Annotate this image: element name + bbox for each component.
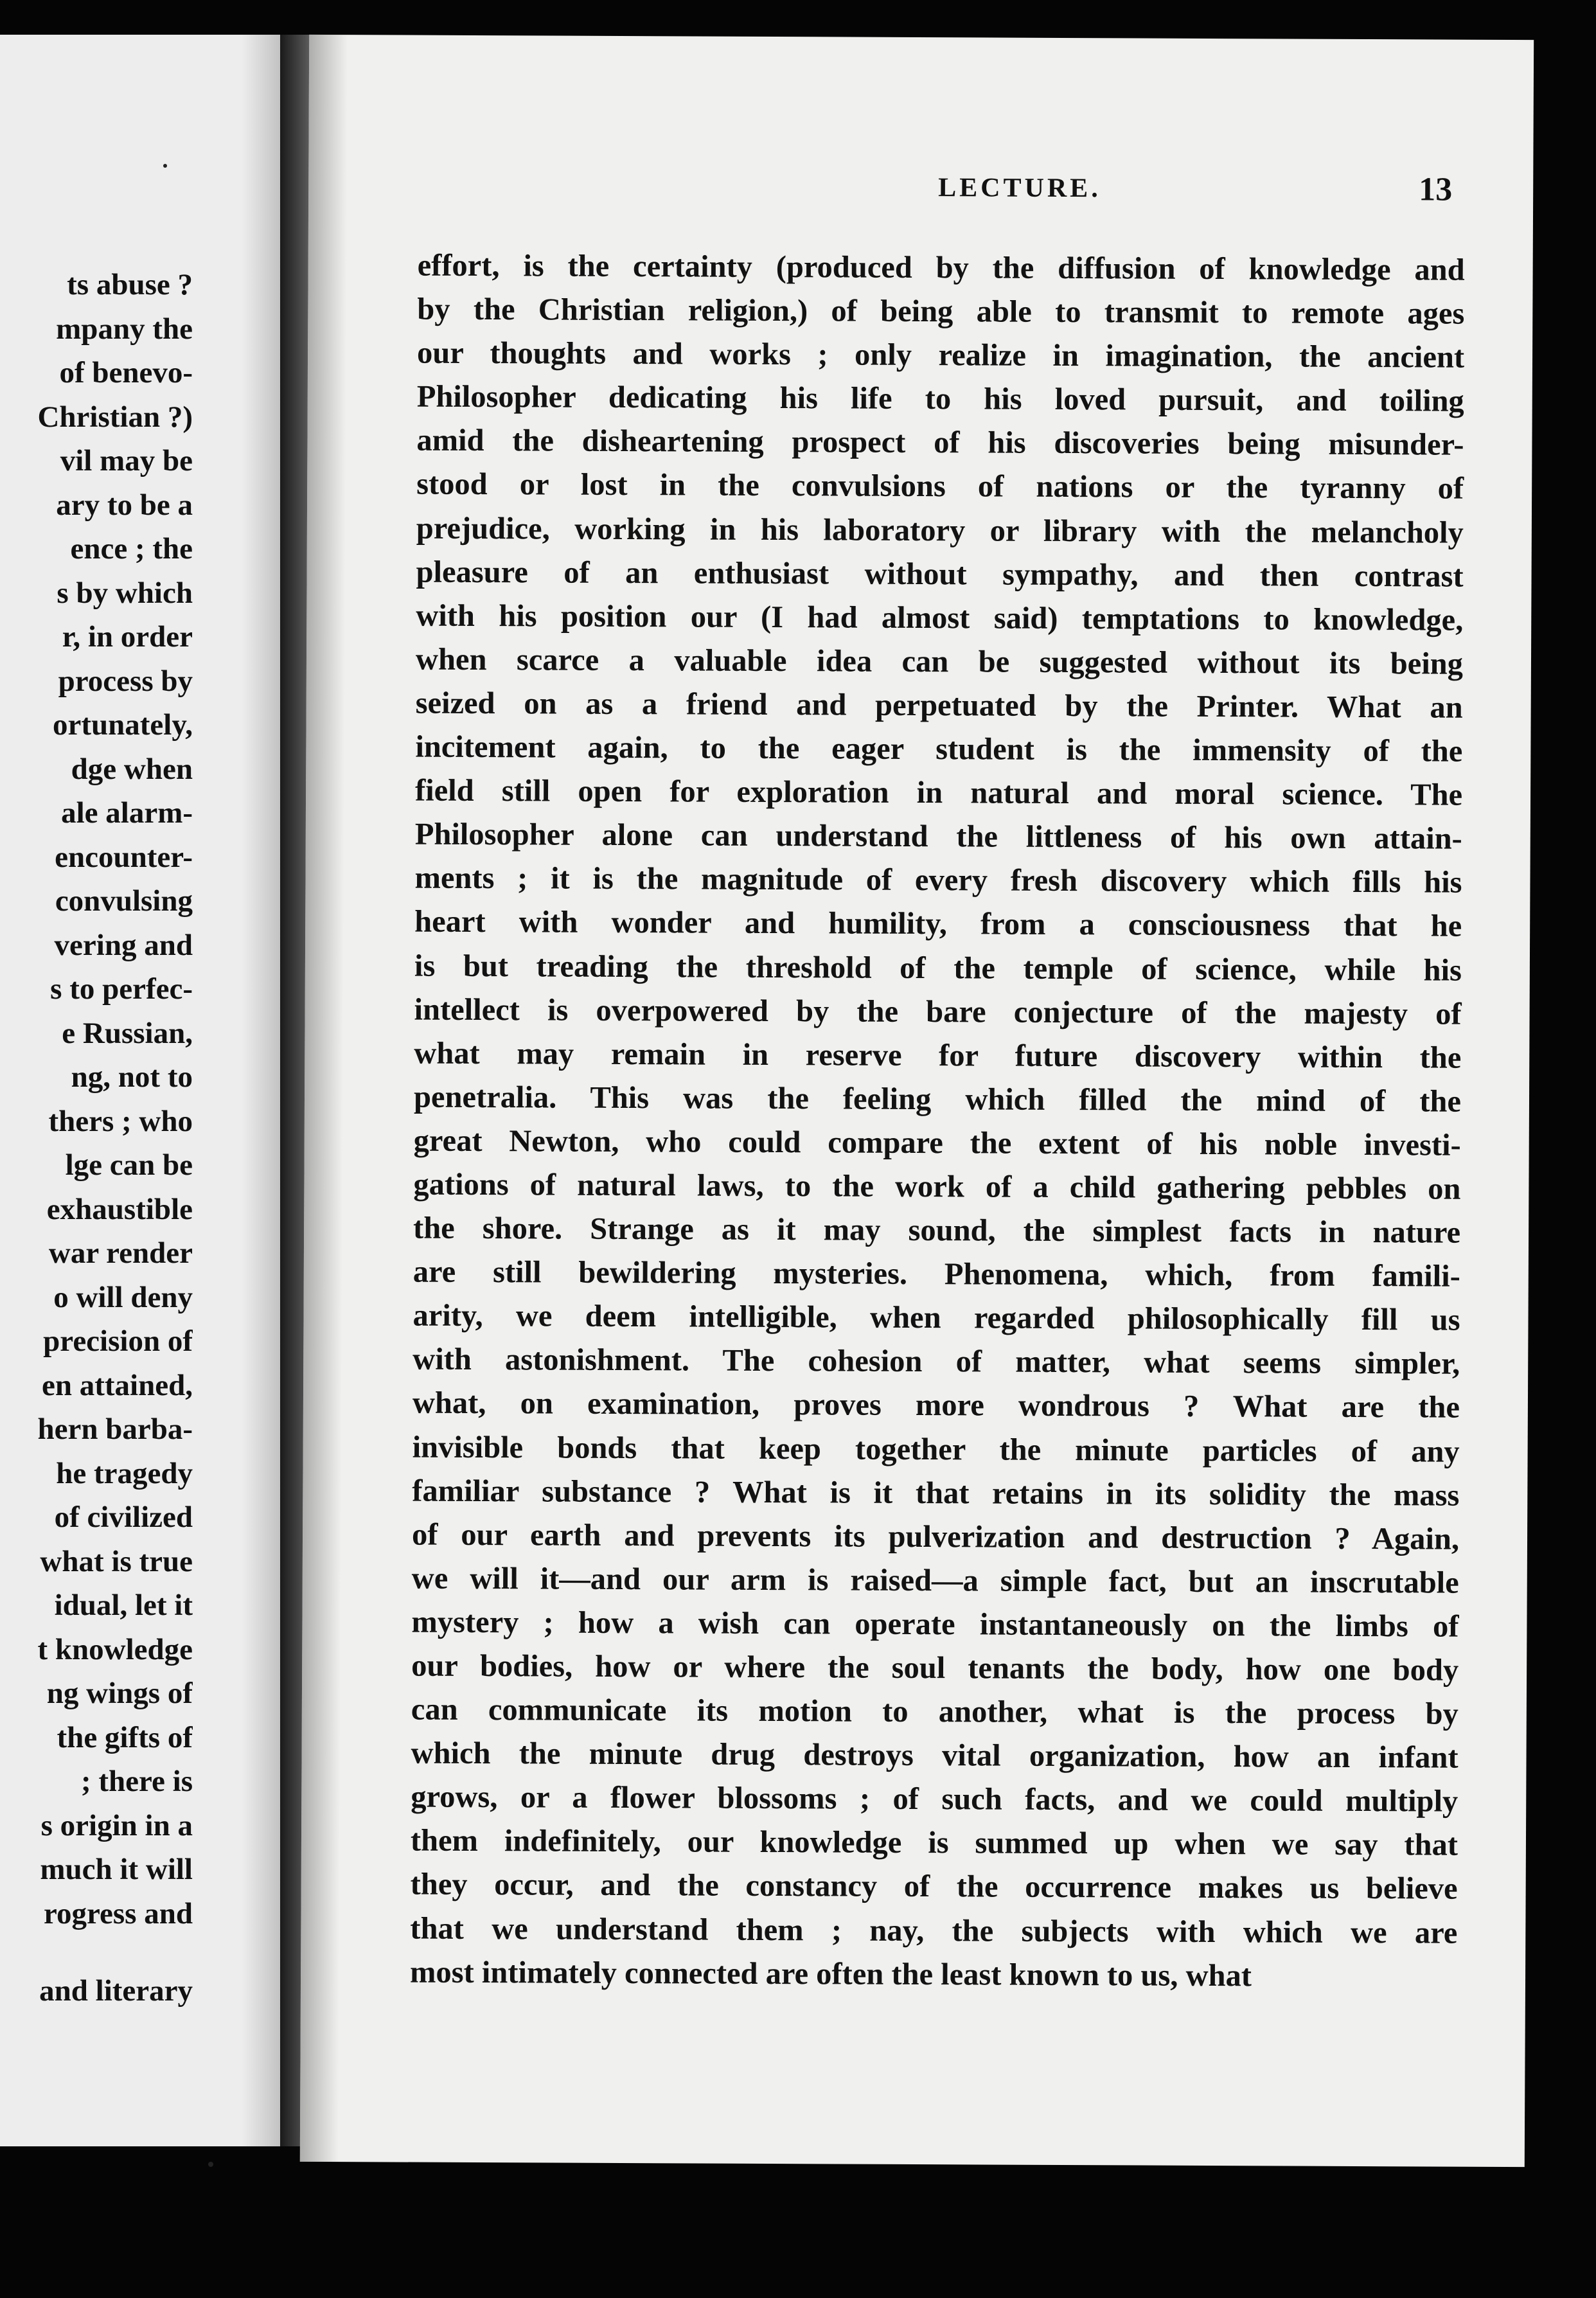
text-line-content: prejudice, working in his laboratory or library with the melancholy	[416, 511, 1464, 550]
text-line	[410, 1950, 1457, 1999]
text-line	[414, 900, 1462, 949]
left-page-line: ary to be a	[56, 488, 193, 522]
text-line	[413, 1251, 1460, 1299]
right-page	[300, 35, 1534, 2167]
text-line	[411, 1819, 1458, 1867]
left-page-line: s origin in a	[40, 1808, 193, 1842]
left-page-line: of civilized	[54, 1501, 193, 1534]
text-line-content: them indefinitely, our knowledge is summed up when we say that	[410, 1823, 1459, 1863]
text-line-content: ments ; it is the magnitude of every fresh discovery which fills his	[414, 860, 1462, 900]
text-line	[412, 1513, 1459, 1561]
text-line-content: they occur, and the constancy of the occurrence makes us believe	[410, 1867, 1458, 1907]
text-line	[411, 1688, 1459, 1736]
text-line-content: seized on as a friend and perpetuated by the Printer. What an	[415, 686, 1463, 725]
text-line	[412, 1425, 1459, 1474]
left-page-line: he tragedy	[56, 1456, 193, 1490]
text-line-content: effort, is the certainty (produced by the diffusion of knowledge and	[417, 248, 1465, 287]
text-line	[416, 594, 1463, 642]
text-line	[414, 857, 1462, 905]
text-line	[417, 375, 1464, 423]
scan-speck	[208, 2162, 213, 2167]
left-page-line: en attained,	[42, 1368, 193, 1402]
running-head: LECTURE.	[938, 173, 1101, 204]
left-page-shadow	[242, 35, 280, 2146]
text-line-content: what, on examination, proves more wondrous ? What are the	[412, 1386, 1460, 1425]
left-page-line: s to perfec-	[50, 972, 193, 1006]
left-page-line: vering and	[54, 928, 193, 962]
text-line-content: of our earth and prevents its pulverization and destruction ? Again,	[411, 1517, 1460, 1556]
text-line	[411, 1863, 1458, 1911]
text-line	[416, 419, 1464, 467]
text-line-content: we will it—and our arm is raised—a simple fact, but an inscrutable	[411, 1561, 1459, 1600]
text-line	[416, 637, 1463, 686]
text-line	[412, 1556, 1459, 1605]
page-number: 13	[1419, 171, 1453, 208]
left-page-line: ts abuse ?	[67, 268, 193, 301]
left-page-line: precision of	[43, 1324, 193, 1358]
text-line	[410, 1907, 1457, 1955]
text-line	[414, 1031, 1461, 1080]
text-line	[412, 1294, 1460, 1342]
left-page-line: ence ; the	[70, 532, 193, 566]
left-page-line: t knowledge	[37, 1632, 193, 1666]
text-line	[413, 1207, 1460, 1255]
left-page-line: the gifts of	[57, 1720, 193, 1754]
text-line-content: grows, or a flower blossoms ; of such facts, and we could multiply	[411, 1779, 1459, 1819]
text-line-content: what may remain in reserve for future discovery within the	[414, 1036, 1462, 1075]
text-line	[417, 332, 1464, 380]
text-line-content: our bodies, how or where the soul tenants the body, how one body	[411, 1648, 1459, 1688]
left-page-line: much it will	[40, 1853, 193, 1886]
text-line-content: heart with wonder and humility, from a consciousness that he	[414, 904, 1462, 944]
text-line-content: is but treading the threshold of the temple of science, while his	[414, 949, 1462, 988]
left-page-line: e Russian,	[62, 1016, 193, 1050]
text-line-content: with astonishment. The cohesion of matter, what seems simpler,	[412, 1342, 1460, 1382]
text-line	[418, 244, 1465, 292]
page-header	[398, 170, 1452, 226]
text-line	[414, 1119, 1461, 1167]
scan-speck	[163, 164, 167, 168]
text-line	[416, 550, 1463, 598]
text-line-content: the shore. Strange as it may sound, the simplest facts in nature	[413, 1211, 1461, 1250]
text-line	[414, 1075, 1461, 1123]
text-line-content: invisible bonds that keep together the minute particles of any	[412, 1430, 1460, 1469]
text-line	[416, 463, 1464, 511]
left-page-line: o will deny	[53, 1280, 193, 1314]
text-line-content: incitement again, to the eager student is the immensity of the	[415, 729, 1463, 769]
left-page-line: Christian ?)	[37, 400, 193, 434]
text-line-content: mystery ; how a wish can operate instantaneously on the limbs of	[411, 1605, 1459, 1644]
text-line	[411, 1776, 1458, 1824]
text-line	[411, 1732, 1458, 1780]
left-page-line: thers ; who	[48, 1104, 193, 1138]
text-line-content: penetralia. This was the feeling which filled the mind of the	[413, 1080, 1462, 1119]
body-text	[410, 244, 1465, 1999]
text-line	[417, 288, 1464, 336]
left-page-line: ng, not to	[71, 1060, 193, 1094]
text-line-content: can communicate its motion to another, what is the process by	[411, 1692, 1459, 1731]
left-page-line: hern barba-	[37, 1412, 193, 1446]
left-page-line: ale alarm-	[61, 796, 193, 830]
left-page-line: war render	[48, 1236, 193, 1270]
left-page-text	[0, 263, 193, 2013]
left-page-line: ortunately,	[52, 708, 193, 742]
text-line	[414, 944, 1462, 992]
text-line-content: with his position our (I had almost said) temptations to knowledge,	[416, 598, 1464, 637]
text-line-content: which the minute drug destroys vital organization, how an infant	[411, 1736, 1459, 1775]
left-page-line: r, in order	[62, 620, 193, 654]
text-line-content: our thoughts and works ; only realize in imagination, the ancient	[416, 335, 1465, 375]
text-line-content: familiar substance ? What is it that retains in its solidity the mass	[412, 1474, 1460, 1513]
text-line-content: most intimately connected are often the least known to us, what	[409, 1955, 1252, 1993]
left-page-line: s by which	[57, 576, 193, 610]
text-line-content: great Newton, who could compare the extent of his noble investi-	[413, 1123, 1461, 1162]
left-page-line: exhaustible	[46, 1192, 193, 1226]
text-line-content: Philosopher dedicating his life to his loved pursuit, and toiling	[416, 379, 1464, 418]
left-page-line: mpany the	[56, 312, 193, 346]
left-page-line: ; there is	[80, 1765, 193, 1798]
text-line-content: field still open for exploration in natural and moral science. The	[414, 773, 1463, 812]
text-line-content: pleasure of an enthusiast without sympathy, and then contrast	[416, 555, 1464, 594]
left-page-line: encounter-	[55, 840, 193, 874]
text-line-content: by the Christian religion,) of being able to transmit to remote ages	[417, 292, 1465, 331]
text-line	[416, 682, 1463, 730]
left-page-line: idual, let it	[54, 1589, 193, 1622]
left-page-line: lge can be	[65, 1148, 193, 1182]
left-page-line: and literary	[39, 1974, 193, 2008]
text-line-content: that we understand them ; nay, the subjects with which we are	[410, 1911, 1458, 1950]
text-line	[411, 1644, 1459, 1693]
text-line-content: arity, we deem intelligible, when regarded philosophically fill us	[412, 1298, 1460, 1337]
left-page-line: ng wings of	[46, 1677, 193, 1710]
left-page-line: rogress and	[44, 1896, 193, 1930]
text-line	[413, 1163, 1460, 1211]
left-page	[0, 35, 280, 2146]
text-line	[412, 1338, 1460, 1386]
text-line	[416, 506, 1464, 555]
text-line-content: Philosopher alone can understand the littleness of his own attain-	[414, 817, 1462, 856]
text-line	[411, 1600, 1459, 1648]
left-page-line: process by	[58, 664, 193, 698]
text-line	[412, 1382, 1460, 1430]
text-line-content: when scarce a valuable idea can be suggested without its being	[415, 642, 1464, 681]
left-page-line: dge when	[71, 752, 193, 786]
left-page-line: what is true	[40, 1544, 193, 1578]
left-page-line: vil may be	[60, 444, 193, 477]
text-line-content: are still bewildering mysteries. Phenomena, which, from famili-	[412, 1254, 1460, 1294]
text-line-content: stood or lost in the convulsions of nations or the tyranny of	[416, 467, 1464, 506]
left-page-line: convulsing	[55, 884, 193, 918]
text-line	[412, 1469, 1459, 1517]
text-line-content: gations of natural laws, to the work of a child gathering pebbles on	[413, 1167, 1461, 1206]
text-line	[415, 726, 1462, 774]
text-line	[415, 769, 1462, 817]
text-line-content: intellect is overpowered by the bare conjecture of the majesty of	[414, 992, 1462, 1031]
text-line-content: amid the disheartening prospect of his discoveries being misunder-	[416, 423, 1464, 463]
left-page-line: of benevo-	[59, 356, 193, 389]
text-line	[414, 988, 1461, 1036]
text-line	[415, 813, 1462, 861]
